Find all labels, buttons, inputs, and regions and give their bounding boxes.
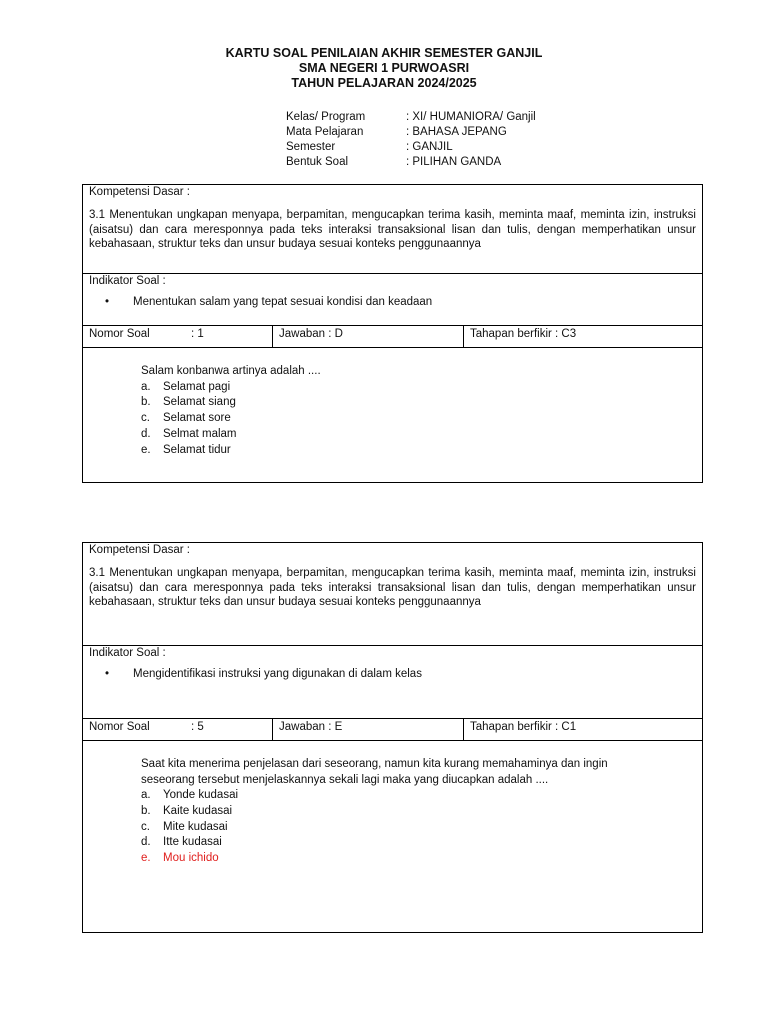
option-letter: e.: [141, 443, 151, 456]
option-text: Yonde kudasai: [163, 789, 239, 801]
kd-label: Kompetensi Dasar :: [89, 186, 190, 198]
option-item: [141, 411, 696, 427]
indikator-label: Indikator Soal :: [89, 275, 166, 287]
jawaban-cell: [273, 719, 464, 740]
meta-row: [286, 140, 536, 155]
indikator-label: Indikator Soal :: [89, 647, 166, 659]
indikator-text: Menentukan salam yang tepat sesuai kondisi dan keadaan: [133, 296, 433, 308]
question-block: [89, 741, 696, 867]
nomor-label: Nomor Soal: [89, 721, 150, 733]
meta-info: [286, 110, 536, 170]
document-title: [0, 46, 768, 91]
indikator-bullet: [89, 296, 696, 308]
meta-key: Kelas/ Program: [286, 111, 366, 123]
tahapan-text: Tahapan berfikir : C1: [470, 721, 577, 733]
question-block: [89, 348, 696, 458]
title-line-1: KARTU SOAL PENILAIAN AKHIR SEMESTER GANJIL: [225, 46, 543, 60]
option-text: Mite kudasai: [163, 820, 228, 833]
meta-value: : PILIHAN GANDA: [406, 156, 502, 168]
option-letter: c.: [141, 820, 150, 833]
question-text: Salam konbanwa artinya adalah ....: [141, 365, 321, 377]
option-letter: a.: [141, 380, 151, 393]
option-text: Kaite kudasai: [163, 804, 233, 817]
title-line-2: SMA NEGERI 1 PURWOASRI: [298, 61, 470, 75]
option-letter: a.: [141, 789, 151, 801]
question-card-1: [82, 184, 703, 483]
option-item: [141, 835, 648, 851]
indikator-section: [83, 274, 702, 326]
nomor-soal-cell: [83, 326, 273, 347]
option-item: [141, 804, 648, 820]
kd-text: 3.1 Menentukan ungkapan menyapa, berpamitan, mengucapkan terima kasih, meminta maaf, meminta izin, instruksi (aisatsu) dan cara meresponnya pada teks interaksi transaksional lisan dan tulis, dengan memperhatikan unsur kebahasaan, struktur teks dan unsur budaya sesuai konteks penggunaannya: [89, 209, 696, 250]
option-text: Selamat tidur: [163, 443, 231, 456]
option-item: [141, 788, 648, 804]
meta-key: Mata Pelajaran: [286, 126, 364, 138]
option-letter: d.: [141, 427, 151, 440]
kd-label: Kompetensi Dasar :: [89, 544, 190, 556]
meta-value: : GANJIL: [406, 141, 453, 153]
bullet-icon: •: [105, 668, 110, 680]
question-section: [83, 348, 702, 482]
jawaban-text: Jawaban : E: [279, 721, 343, 733]
option-item-answer: [141, 851, 648, 867]
info-row: [83, 719, 702, 741]
option-letter: d.: [141, 836, 151, 849]
indikator-section: [83, 646, 702, 719]
kd-text: 3.1 Menentukan ungkapan menyapa, berpamitan, mengucapkan terima kasih, meminta maaf, meminta izin, instruksi (aisatsu) dan cara meresponnya pada teks interaksi transaksional lisan dan tulis, dengan memperhatikan unsur kebahasaan, struktur teks dan unsur budaya sesuai konteks penggunaannya: [89, 567, 696, 608]
option-letter: b.: [141, 396, 151, 409]
kompetensi-dasar-section: [83, 543, 702, 646]
tahapan-cell: [464, 719, 702, 740]
option-text: Itte kudasai: [163, 836, 222, 849]
meta-value: : BAHASA JEPANG: [406, 126, 507, 138]
indikator-text: Mengidentifikasi instruksi yang digunakan di dalam kelas: [133, 668, 422, 680]
nomor-value: : 5: [191, 721, 204, 733]
jawaban-text: Jawaban : D: [279, 328, 343, 340]
option-letter: e.: [141, 852, 151, 865]
nomor-soal-cell: [83, 719, 273, 740]
meta-row: [286, 110, 536, 125]
title-line-3: TAHUN PELAJARAN 2024/2025: [291, 76, 477, 90]
option-item: [141, 443, 696, 459]
kompetensi-dasar-section: [83, 185, 702, 274]
option-item: [141, 427, 696, 443]
bullet-icon: •: [105, 296, 110, 308]
indikator-bullet: [89, 668, 696, 680]
option-letter: c.: [141, 412, 150, 425]
meta-key: Semester: [286, 141, 336, 153]
option-text: Selamat pagi: [163, 380, 231, 393]
meta-row: [286, 125, 536, 140]
option-text: Selamat siang: [163, 396, 236, 409]
question-card-2: [82, 542, 703, 933]
option-text: Selamat sore: [163, 412, 231, 425]
tahapan-cell: [464, 326, 702, 347]
option-item: [141, 395, 696, 411]
option-item: [141, 380, 696, 396]
info-row: [83, 326, 702, 348]
nomor-label: Nomor Soal: [89, 328, 150, 340]
nomor-value: : 1: [191, 328, 204, 340]
question-section: [83, 741, 702, 932]
jawaban-cell: [273, 326, 464, 347]
option-item: [141, 820, 648, 836]
option-text: Mou ichido: [163, 852, 219, 865]
meta-key: Bentuk Soal: [286, 156, 349, 168]
tahapan-text: Tahapan berfikir : C3: [470, 328, 577, 340]
meta-row: [286, 155, 536, 170]
option-letter: b.: [141, 804, 151, 817]
meta-value: : XI/ HUMANIORA/ Ganjil: [406, 111, 536, 123]
option-text: Selmat malam: [163, 427, 237, 440]
question-text: Saat kita menerima penjelasan dari seseorang, namun kita kurang memahaminya dan ingin seseorang tersebut menjelaskannya sekali lagi maka yang diucapkan adalah ....: [141, 758, 608, 786]
